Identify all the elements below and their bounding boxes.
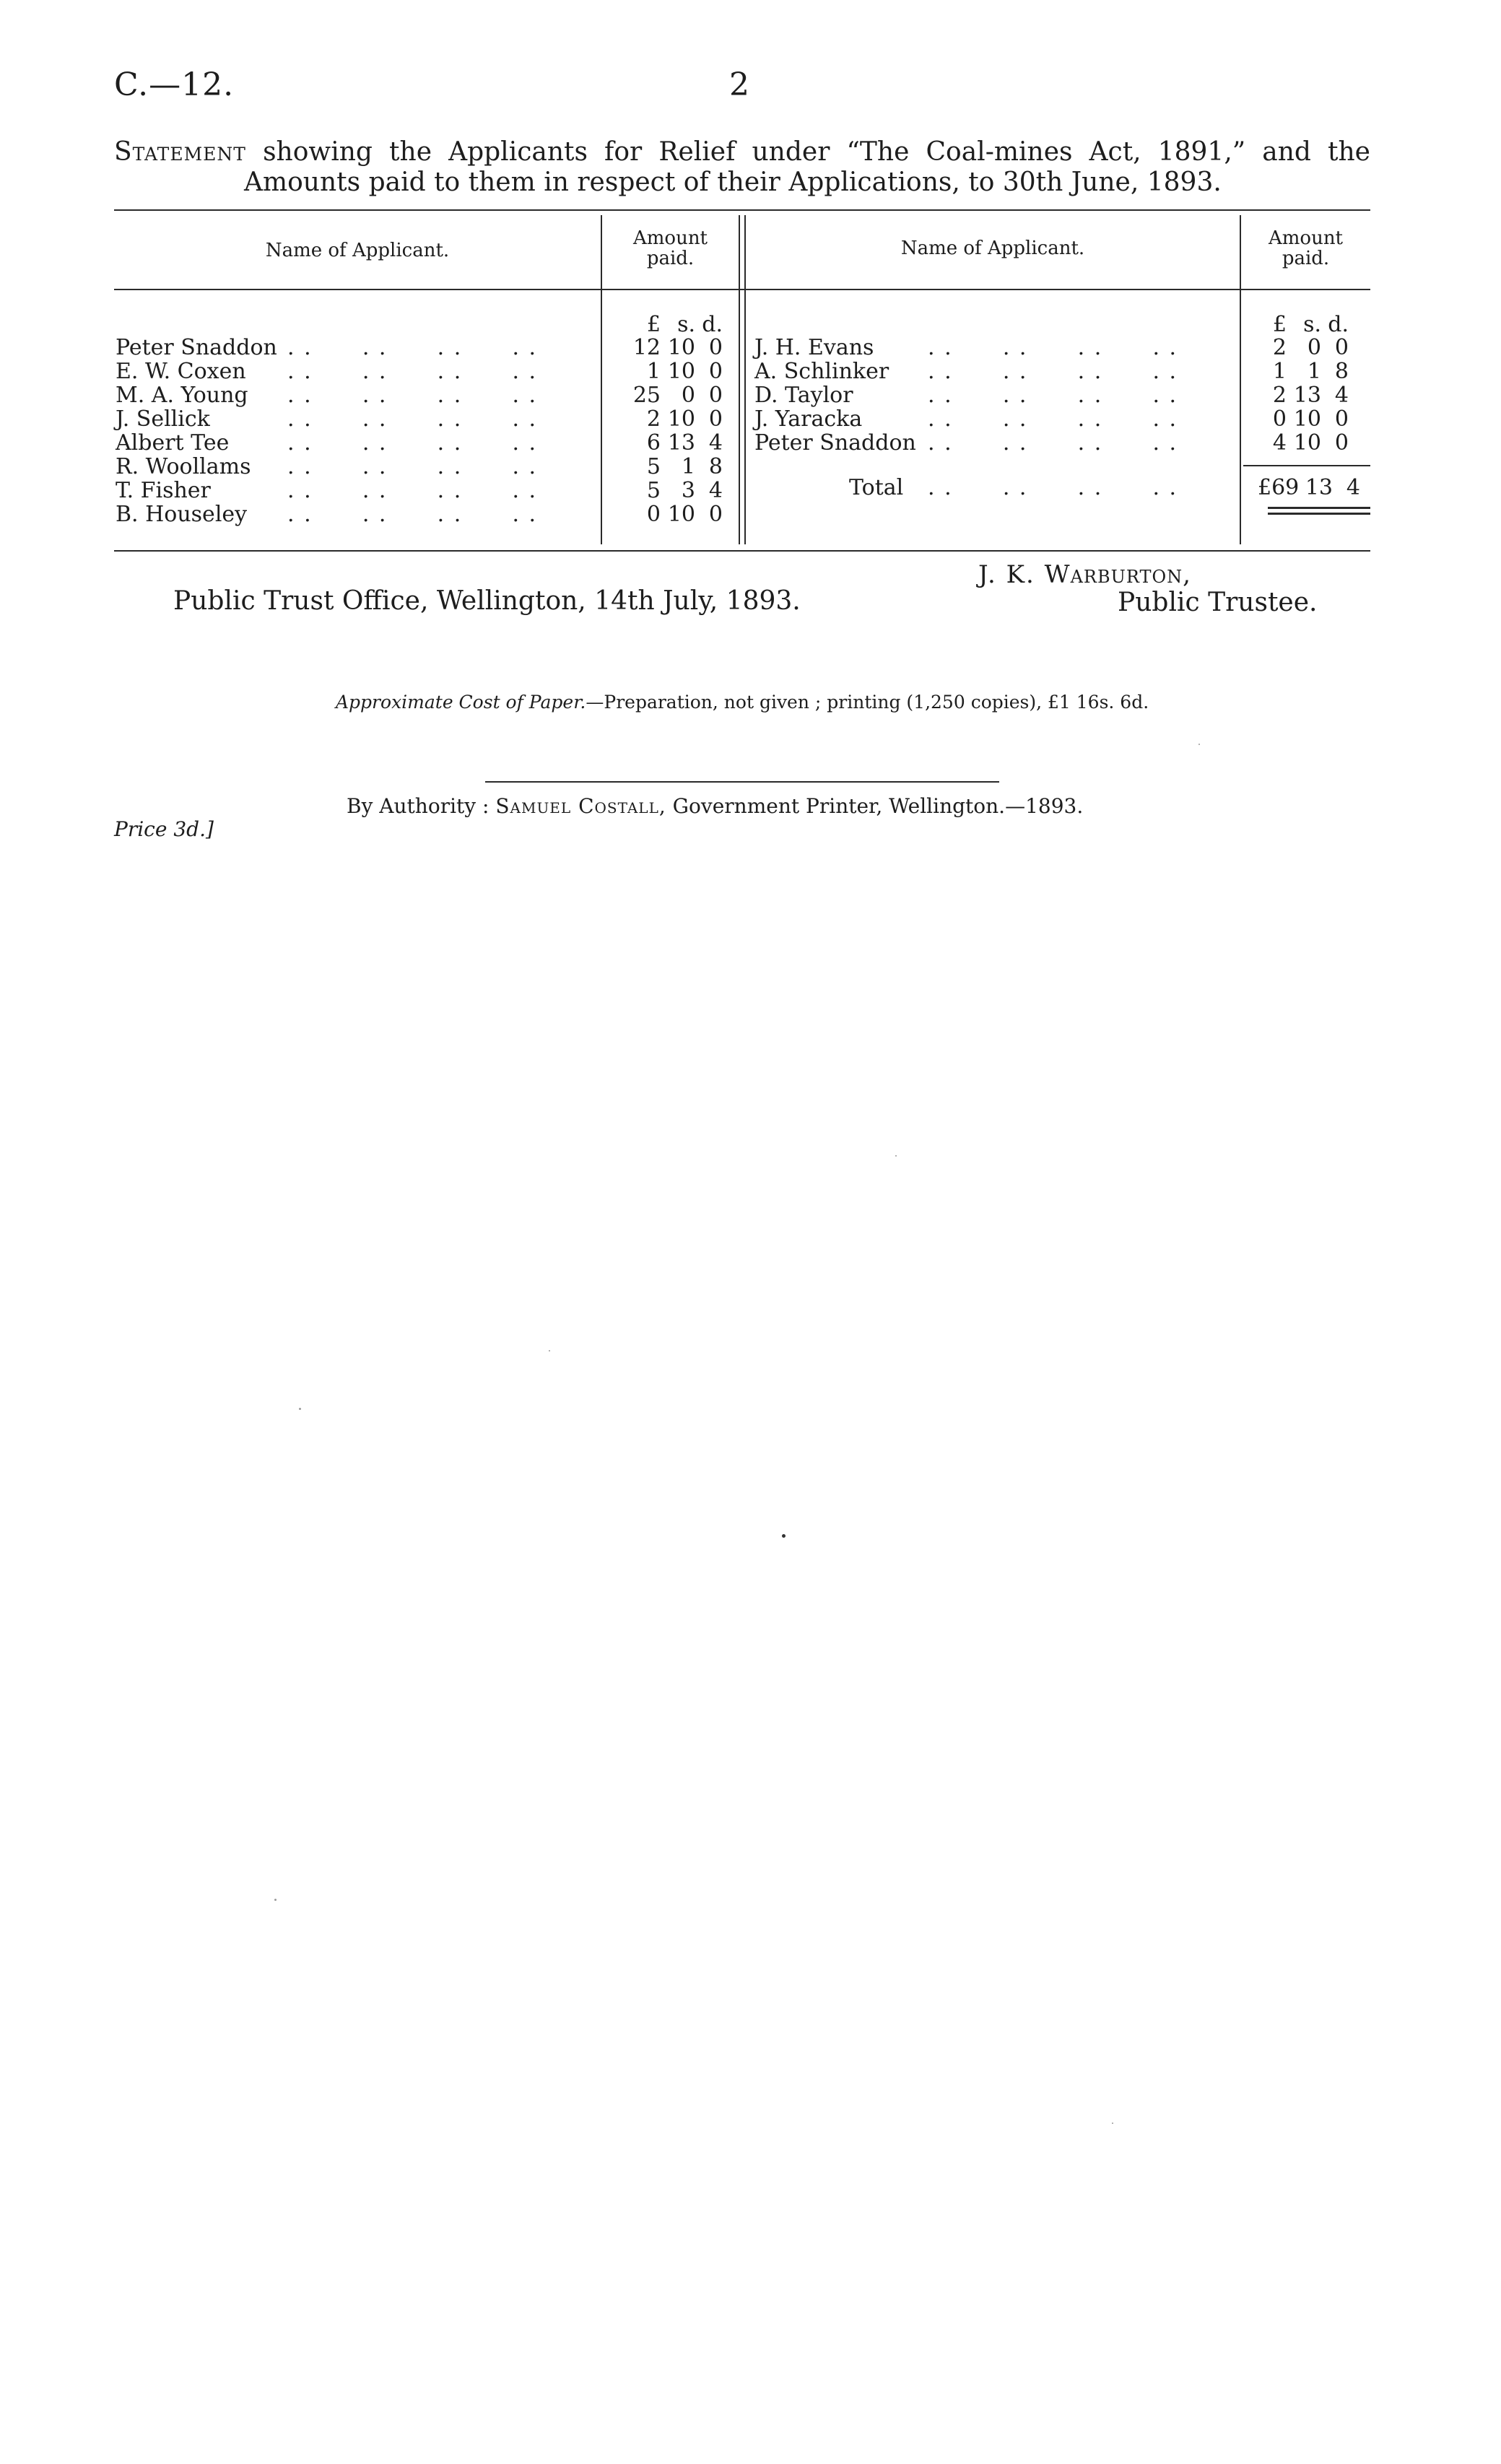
scan-speck [1198,744,1200,745]
col-divider-2a [739,215,740,544]
signer-surname: Warburton, [1044,560,1191,589]
page-number: 2 [729,66,749,103]
amount-paid [616,502,723,526]
leader-dots: . . . . . . . . [287,502,538,527]
scan-speck [299,1408,301,1410]
amount-pounds: 2 [646,406,661,432]
amount-shillings: 0 [681,383,695,408]
price: Price 3d.] [114,817,214,841]
leader-dots: . . . . . . . . [287,359,538,384]
leader-dots: . . . . . . . . [287,430,538,456]
amount-pence: 4 [708,478,723,503]
amount-pounds: 0 [1272,406,1287,432]
amount-shillings: 1 [1307,359,1321,384]
amount-paid [1258,336,1349,360]
amount-shillings: 10 [667,502,695,527]
header-amount-right-line2: paid. [1282,248,1330,269]
amount-pence: 0 [708,502,723,527]
unit-pence: d. [702,312,723,337]
units-right [1258,312,1349,337]
amount-pounds: 5 [646,454,661,479]
amount-paid [616,360,723,383]
office-and-date: Public Trust Office, Wellington, 14th July, 1893. [173,586,801,616]
col-divider-2b [744,215,746,544]
table-header-rule [114,289,1370,290]
leader-dots: . . . . . . . . [287,406,538,432]
table-top-rule [114,209,1370,211]
amount-shillings: 13 [667,430,695,456]
unit-pence: d. [1328,312,1349,337]
leader-dots: . . . . . . . . [287,454,538,479]
amount-pounds: 0 [646,502,661,527]
unit-shillings: s. [1303,312,1321,337]
header-name-right: Name of Applicant. [900,238,1085,259]
signer-name [978,560,1191,589]
leader-dots: . . . . . . . . [928,430,1178,456]
header-name-left: Name of Applicant. [265,240,450,261]
amount-paid [616,479,723,502]
amount-pence: 0 [708,406,723,432]
statement-title [114,137,1370,198]
applicant-name: T. Fisher [116,478,211,503]
amount-shillings: 1 [681,454,695,479]
amount-pence: 8 [1334,359,1349,384]
header-amount-right [1241,228,1370,269]
leader-dots: . . . . . . . . [928,406,1178,432]
scan-speck [549,1350,550,1351]
amount-shillings: 10 [1293,430,1321,456]
header-amount-left [602,228,739,269]
applicant-name: M. A. Young [116,383,248,408]
amount-pence: 4 [1334,383,1349,408]
authority-rest: Government Printer, Wellington.—1893. [672,794,1084,818]
title-line-2: Amounts paid to them in respect of their Applications, to 30th June, 1893. [244,167,1222,197]
leader-dots: . . . . . . . . [287,335,538,360]
table-bottom-rule [114,550,1370,552]
printer-name: Samuel Costall, [495,794,666,818]
amount-shillings: 13 [1293,383,1321,408]
cost-of-paper [336,692,1149,713]
scan-speck [782,1534,786,1538]
scan-speck [274,1899,277,1901]
amount-pence: 0 [708,359,723,384]
amount-shillings: 3 [681,478,695,503]
amount-paid [1258,407,1349,431]
applicant-name: A. Schlinker [754,359,889,384]
leader-dots: . . . . . . . . [287,478,538,503]
applicant-name: Albert Tee [116,430,230,456]
unit-pounds: £ [1272,312,1287,337]
title-line-1 [114,137,1370,167]
scan-speck [895,1155,897,1157]
document-reference: C.—12. [114,66,235,103]
header-amount-left-line1: Amount [632,227,708,249]
header-amount-left-line2: paid. [646,248,695,269]
applicant-name: R. Woollams [116,454,251,479]
amount-paid [616,336,723,360]
total-label: Total [849,475,904,500]
amount-pounds: 25 [632,383,661,408]
amount-paid [1258,431,1349,455]
amount-pence: 4 [708,430,723,456]
applicant-name: E. W. Coxen [116,359,246,384]
amount-pence: 0 [1334,430,1349,456]
unit-shillings: s. [677,312,695,337]
units-left [616,312,723,337]
authority-rule [485,781,999,783]
title-line-1-text: showing the Applicants for Relief under “The Coal-mines Act, 1891,” and the [263,137,1370,167]
printer-authority [347,794,1083,818]
amount-pence: 0 [708,335,723,360]
amount-pence: 8 [708,454,723,479]
leader-dots: . . . . . . . . [928,335,1178,360]
applicant-name: J. Sellick [116,406,210,432]
amount-shillings: 10 [667,335,695,360]
amount-paid [616,383,723,407]
unit-pounds: £ [646,312,661,337]
total-shillings: 13 [1305,475,1333,500]
leader-dots: . . . . . . . . [928,383,1178,408]
sum-rule [1243,465,1370,466]
amount-pounds: 2 [1272,335,1287,360]
total-pounds: £69 [1258,475,1300,500]
total-double-rule-1 [1268,507,1370,509]
amount-paid [1258,360,1349,383]
total-pence: 4 [1346,475,1360,500]
applicant-name: D. Taylor [754,383,853,408]
applicant-name: J. Yaracka [754,406,863,432]
amount-pounds: 1 [646,359,661,384]
scan-speck [1112,2123,1113,2124]
cost-text: —Preparation, not given ; printing (1,250 copies), £1 16s. 6d. [586,692,1149,713]
amount-pounds: 12 [632,335,661,360]
amount-shillings: 10 [667,359,695,384]
signer-title: Public Trustee. [1118,588,1318,617]
amount-paid [616,407,723,431]
leader-dots: . . . . . . . . [287,383,538,408]
amount-pounds: 5 [646,478,661,503]
signer-initials: J. K. [978,560,1035,589]
total-amount [1258,476,1360,500]
applicant-name: B. Houseley [116,502,248,527]
amount-shillings: 10 [667,406,695,432]
leader-dots: . . . . . . . . [928,475,1178,500]
amount-pence: 0 [708,383,723,408]
leader-dots: . . . . . . . . [928,359,1178,384]
amount-shillings: 0 [1307,335,1321,360]
amount-pounds: 4 [1272,430,1287,456]
amount-pence: 0 [1334,406,1349,432]
amount-pounds: 6 [646,430,661,456]
amount-shillings: 10 [1293,406,1321,432]
header-amount-right-line1: Amount [1268,227,1344,249]
applicant-name: Peter Snaddon [754,430,916,456]
amount-paid [616,431,723,455]
applicant-name: Peter Snaddon [116,335,277,360]
authority-prefix: By Authority : [347,794,490,818]
amount-pounds: 1 [1272,359,1287,384]
title-lead: Statement [114,137,246,167]
amount-paid [616,455,723,479]
amount-pence: 0 [1334,335,1349,360]
amount-pounds: 2 [1272,383,1287,408]
cost-label: Approximate Cost of Paper. [336,692,586,713]
amount-paid [1258,383,1349,407]
applicant-name: J. H. Evans [754,335,874,360]
total-double-rule-2 [1268,513,1370,515]
